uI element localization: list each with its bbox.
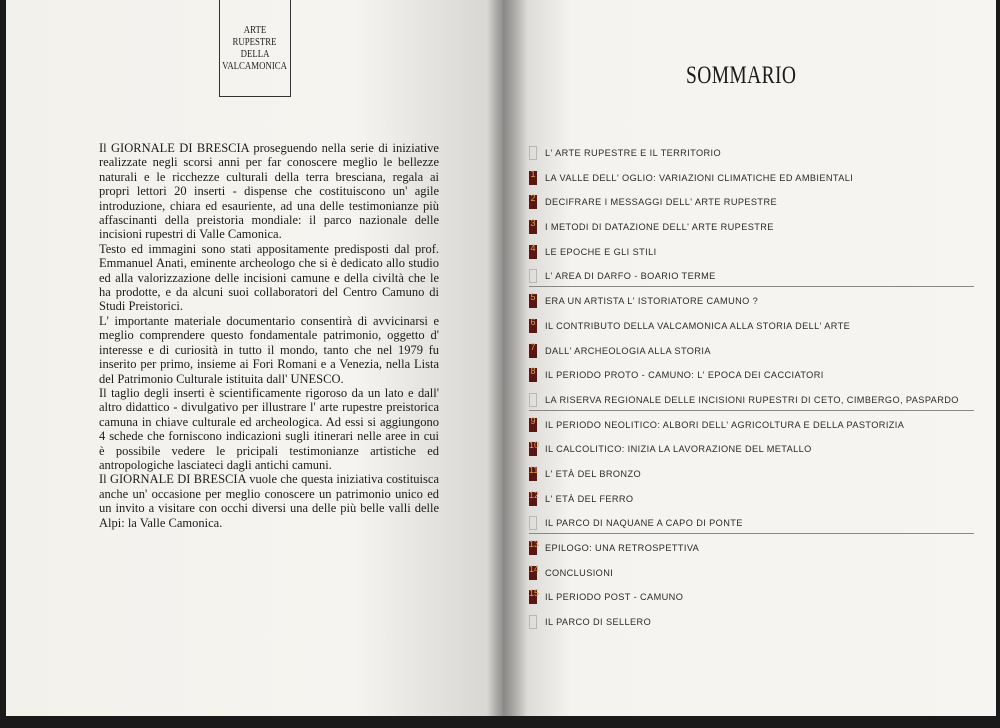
toc-item bbox=[529, 538, 974, 563]
toc-item-label: ERA UN ARTISTA L' ISTORIATORE CAMUNO ? bbox=[545, 296, 759, 307]
chapter-number: 9 bbox=[530, 415, 536, 426]
toc-item bbox=[529, 266, 974, 291]
toc-item bbox=[529, 513, 974, 538]
logo-line: RUPESTRE bbox=[232, 36, 277, 48]
chapter-number: 13 bbox=[529, 539, 540, 549]
toc-item-label: DALL' ARCHEOLOGIA ALLA STORIA bbox=[545, 345, 711, 356]
chapter-number: 7 bbox=[530, 341, 536, 352]
toc-item bbox=[529, 365, 974, 390]
chapter-number: 4 bbox=[530, 242, 536, 253]
book-fold bbox=[486, 0, 526, 716]
toc-item-label: EPILOGO: UNA RETROSPETTIVA bbox=[545, 543, 700, 553]
intro-paragraph: Testo ed immagini sono stati appositamente predisposti dal prof. Emmanuel Anati, eminente archeologo che si è dedicato allo studio ed alla valorizzazione delle incisioni camune e della civiltà che le ha prodotte, e da alcuni suoi collaboratori del Centro Camuno di Studi Preistorici. bbox=[99, 241, 439, 314]
chapter-number: 11 bbox=[529, 464, 539, 475]
chapter-number: 12 bbox=[529, 489, 540, 500]
toc-item bbox=[529, 217, 974, 242]
toc-item bbox=[529, 390, 974, 415]
intro-paragraph: Il taglio degli inserti è scientificamente rigoroso da un lato e dall' altro didattico - divulgativo per illustrare l' arte rupestre preistorica camuna in chiave culturale ed archeologica. Ad essi si aggiungono 4 schede che forniscono indicazioni sugli itinerari nelle aree in cui è possibile vedere le pricipali testimonianze artistiche ed antropologiche lasciateci dagli antichi camuni. bbox=[99, 385, 439, 472]
toc-item-label: DECIFRARE I MESSAGGI DELL' ARTE RUPESTRE bbox=[545, 197, 778, 208]
series-logo bbox=[219, 0, 291, 97]
chapter-number: 2 bbox=[530, 193, 536, 204]
chapter-marker bbox=[529, 146, 537, 160]
logo-line: VALCAMONICA bbox=[222, 60, 288, 72]
toc-item-label: L' ARTE RUPESTRE E IL TERRITORIO bbox=[545, 148, 722, 158]
toc-item-label: L' ETÀ DEL BRONZO bbox=[545, 468, 642, 479]
intro-paragraph: L' importante materiale documentario consentirà di avvicinarsi e meglio comprendere questo fondamentale patrimonio, oggetto d' interesse e di curiosità in tutto il mondo, tanto che nel 1979 fu inserito per primo, insieme ai Fori Romani e a Venezia, nella Lista del Patrimonio Culturale istituita dall' UNESCO. bbox=[99, 313, 439, 386]
toc-item bbox=[529, 489, 974, 514]
toc-item bbox=[529, 415, 974, 440]
intro-paragraph: Il GIORNALE DI BRESCIA vuole che questa iniziativa costituisca anche un' occasione per meglio conoscere un patrimonio unico ed un invito a visitare con occhi diversi una delle più belle valli delle Alpi: la Valle Camonica. bbox=[99, 472, 439, 530]
toc-item-label: IL CALCOLITICO: INIZIA LA LAVORAZIONE DEL METALLO bbox=[545, 444, 812, 455]
chapter-number: 5 bbox=[530, 292, 536, 303]
toc-item-label: CONCLUSIONI bbox=[545, 567, 614, 578]
toc-item bbox=[529, 439, 974, 464]
toc-item bbox=[529, 316, 974, 341]
chapter-marker bbox=[529, 269, 537, 283]
chapter-marker bbox=[529, 615, 537, 629]
toc-item bbox=[529, 612, 974, 637]
chapter-marker bbox=[529, 516, 537, 530]
toc-item-label: I METODI DI DATAZIONE DELL' ARTE RUPESTRE bbox=[545, 222, 774, 233]
chapter-number: 14 bbox=[529, 563, 540, 574]
toc-item bbox=[529, 341, 974, 366]
toc-item-label: IL PARCO DI SELLERO bbox=[545, 617, 652, 628]
toc-item bbox=[529, 143, 974, 168]
page-title: SOMMARIO bbox=[686, 62, 797, 89]
toc-item-label: LA RISERVA REGIONALE DELLE INCISIONI RUPESTRI DI CETO, CIMBERGO, PASPARDO bbox=[545, 394, 959, 405]
toc-item-label: LE EPOCHE E GLI STILI bbox=[545, 246, 657, 257]
chapter-marker bbox=[529, 393, 537, 407]
toc-item bbox=[529, 563, 974, 588]
table-of-contents bbox=[529, 143, 974, 637]
chapter-number: 8 bbox=[530, 366, 536, 377]
toc-item-label: IL PARCO DI NAQUANE A CAPO DI PONTE bbox=[545, 518, 743, 529]
chapter-number: 6 bbox=[530, 316, 536, 327]
toc-item-label: IL CONTRIBUTO DELLA VALCAMONICA ALLA STORIA DELL' ARTE bbox=[545, 320, 851, 331]
toc-item-label: L' AREA DI DARFO - BOARIO TERME bbox=[545, 271, 716, 282]
toc-item-label: L' ETÀ DEL FERRO bbox=[545, 493, 634, 504]
toc-item-label: LA VALLE DELL' OGLIO: VARIAZIONI CLIMATICHE ED AMBIENTALI bbox=[545, 172, 854, 183]
logo-line: ARTE bbox=[243, 24, 267, 36]
chapter-number: 15 bbox=[529, 588, 540, 599]
logo-line: DELLA bbox=[240, 48, 270, 60]
toc-item bbox=[529, 242, 974, 267]
toc-item-label: IL PERIODO POST - CAMUNO bbox=[545, 592, 684, 603]
toc-item bbox=[529, 168, 974, 193]
toc-item bbox=[529, 291, 974, 316]
toc-item bbox=[529, 192, 974, 217]
toc-item-label: IL PERIODO NEOLITICO: ALBORI DELL' AGRICOLTURA E DELLA PASTORIZIA bbox=[545, 419, 905, 430]
left-page bbox=[6, 0, 503, 716]
chapter-number: 10 bbox=[529, 440, 540, 451]
toc-item bbox=[529, 464, 974, 489]
chapter-number: 1 bbox=[530, 168, 536, 179]
book-spread bbox=[6, 0, 996, 716]
intro-paragraph: Il GIORNALE DI BRESCIA proseguendo nella serie di iniziative realizzate negli scorsi anni per far conoscere meglio le bellezze naturali e le ricchezze culturali della terra bresciana, regala ai propri lettori 20 inserti - dispense che costituiscono un' agile introduzione, chiara ed esauriente, ad una delle testimonianze più affascinanti della preistoria mondiale: il parco nazionale delle incisioni rupestri di Valle Camonica. bbox=[99, 141, 439, 242]
intro-text bbox=[99, 141, 439, 530]
chapter-number: 3 bbox=[530, 218, 536, 229]
toc-item bbox=[529, 587, 974, 612]
toc-item-label: IL PERIODO PROTO - CAMUNO: L' EPOCA DEI CACCIATORI bbox=[545, 370, 824, 381]
